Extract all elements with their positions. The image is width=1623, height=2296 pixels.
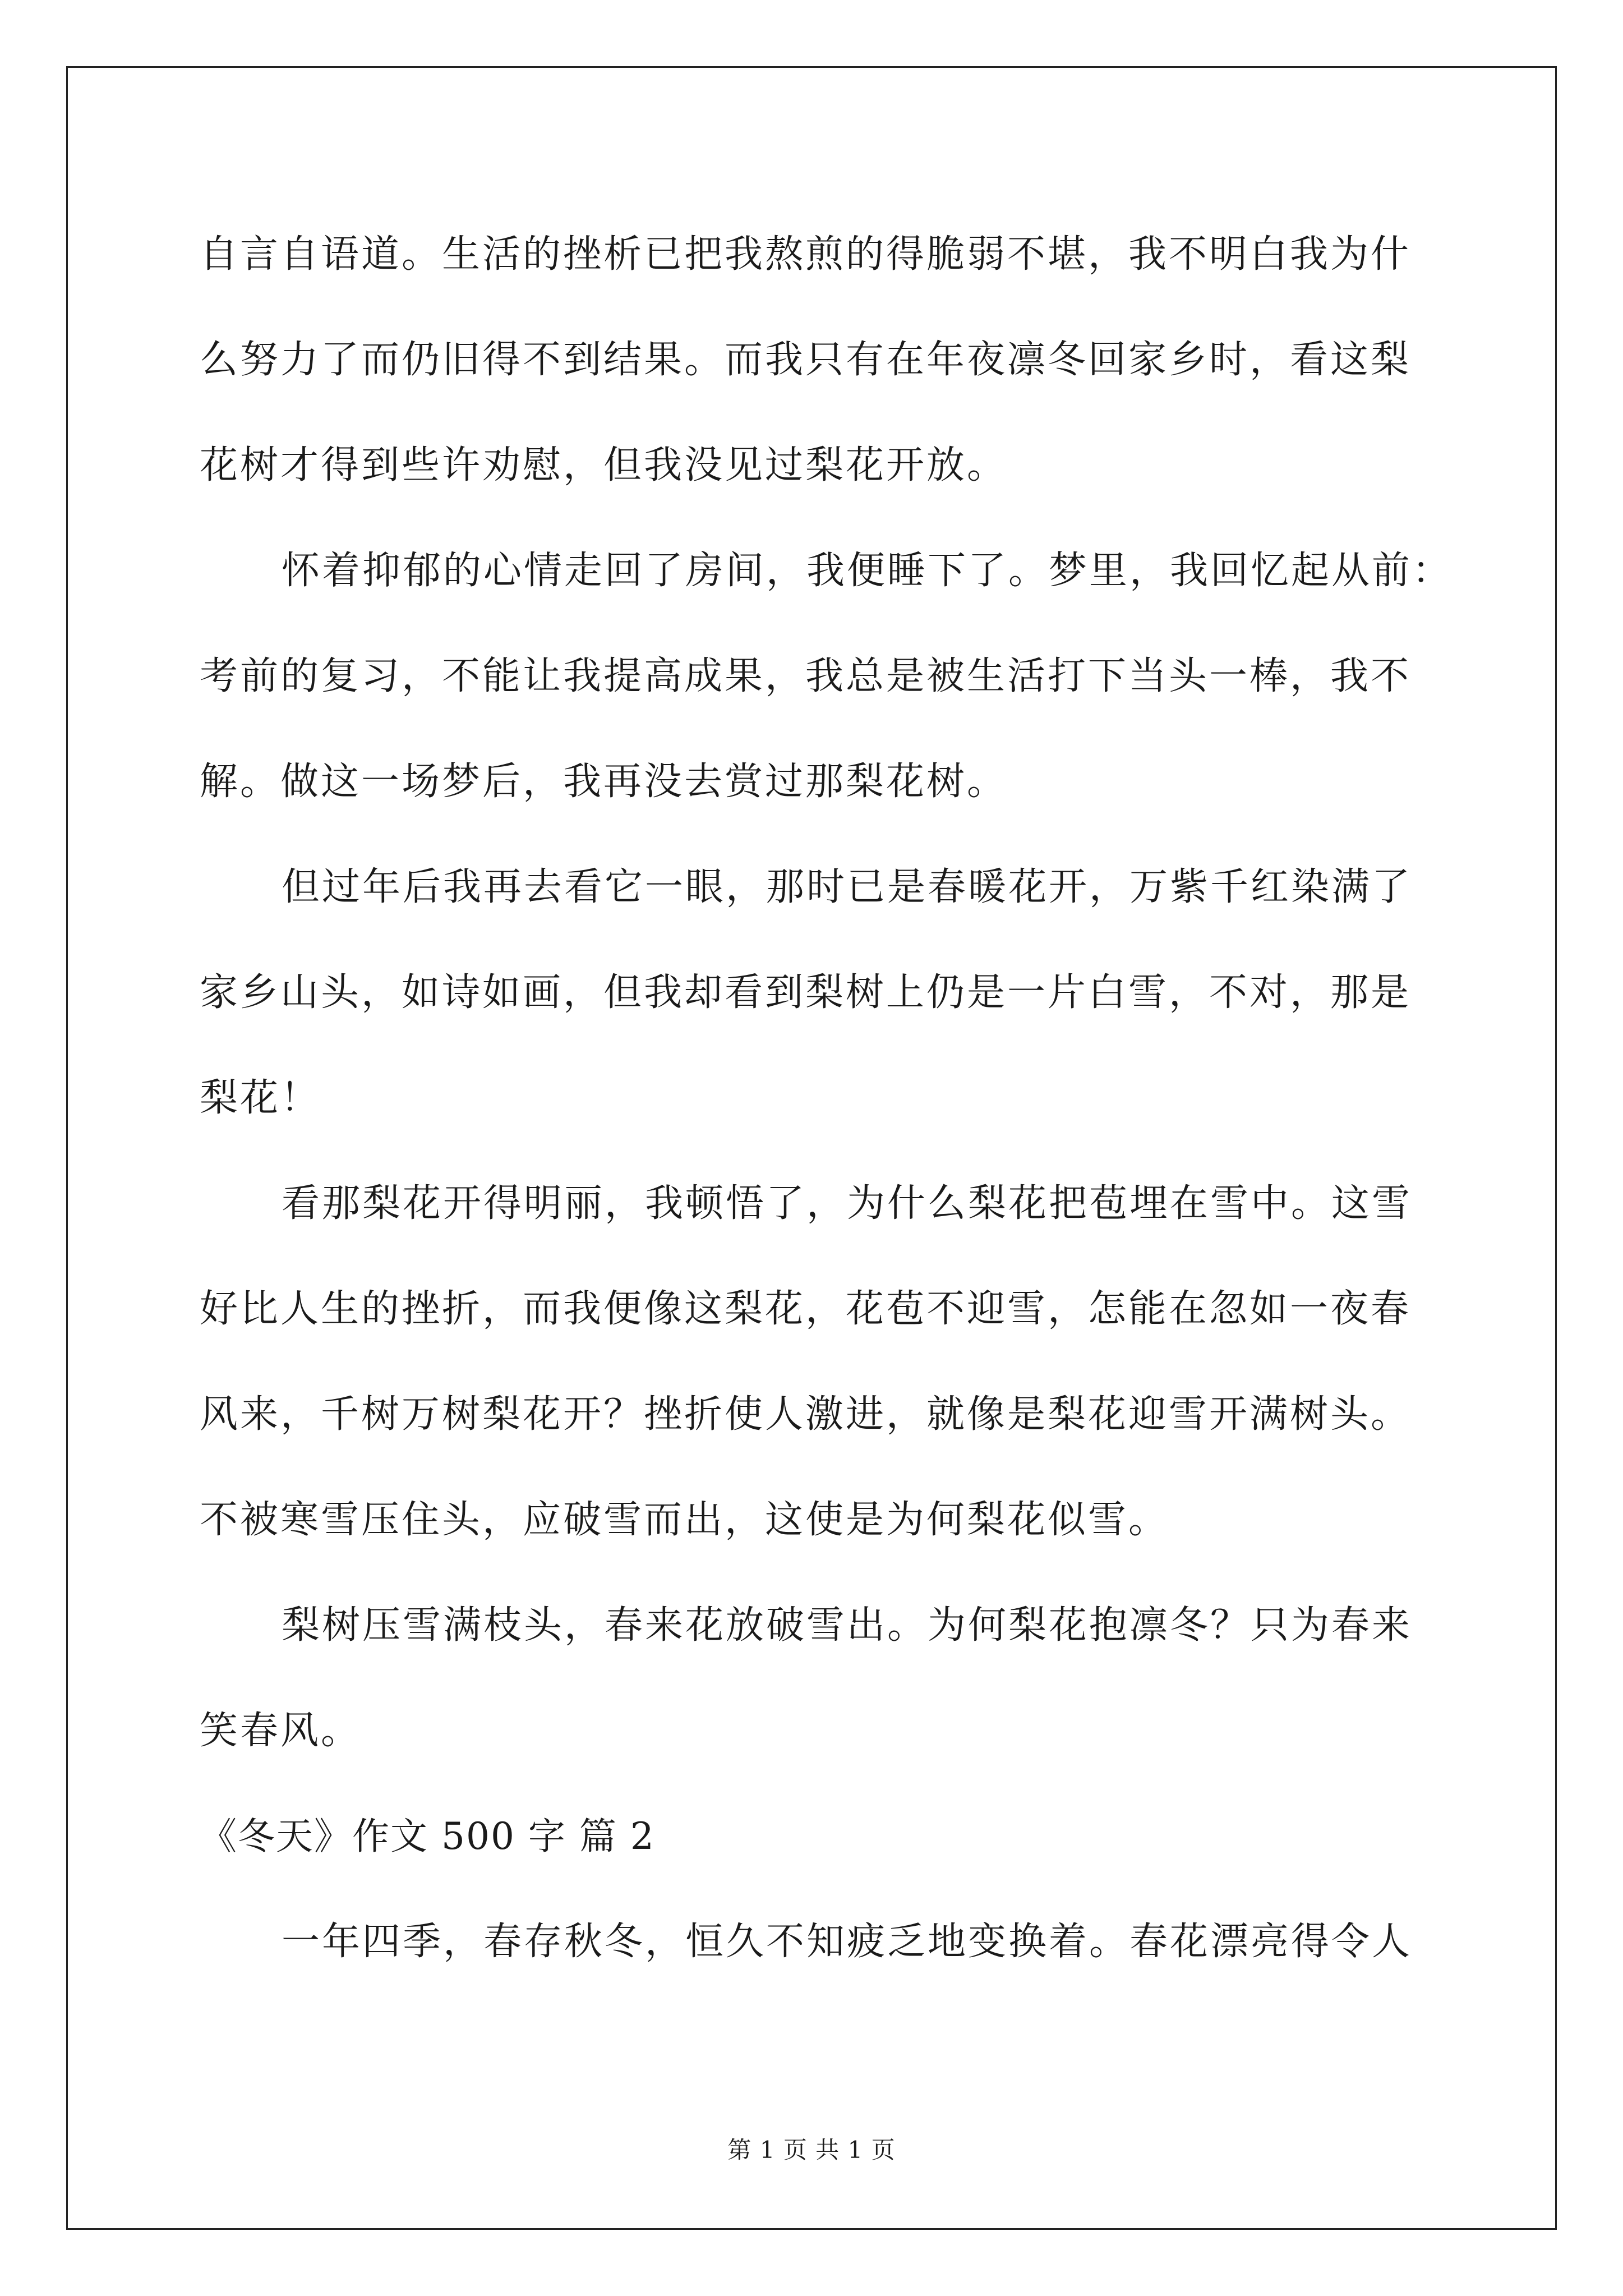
section-heading: 《冬天》作文 500 字 篇 2: [200, 1815, 655, 1858]
paragraph-line: 家乡山头，如诗如画，但我却看到梨树上仍是一片白雪，不对，那是: [200, 970, 1412, 1015]
paragraph-2: [200, 518, 1453, 835]
paragraph-1: [200, 202, 1433, 518]
paragraph-line: 看那梨花开得明丽，我顿悟了，为什么梨花把苞埋在雪中。这雪: [282, 1181, 1413, 1226]
paragraph-line: 解。做这一场梦后，我再没去赏过那梨花树。: [200, 760, 1008, 804]
paragraph-line: 自言自语道。生活的挫析已把我熬煎的得脆弱不堪，我不明白我为什: [200, 232, 1412, 277]
paragraph-line: 么努力了而仍旧得不到结果。而我只有在年夜凛冬回家乡时，看这梨: [200, 338, 1412, 382]
paragraph-line: 不被寒雪压住头，应破雪而出，这使是为何梨花似雪。: [200, 1498, 1169, 1542]
paragraph-line: 一年四季，春存秋冬，恒久不知疲乏地变换着。春花漂亮得令人: [282, 1920, 1413, 1964]
page-number-footer: 第 1 页 共 1 页: [727, 2136, 896, 2164]
paragraph-5: [200, 1573, 1433, 1784]
paragraph-line: 风来，千树万树梨花开？挫折使人激进，就像是梨花迎雪开满树头。: [200, 1392, 1412, 1437]
paragraph-line: 怀着抑郁的心情走回了房间，我便睡下了。梦里，我回忆起从前：: [282, 549, 1453, 593]
paragraph-line: 好比人生的挫折，而我便像这梨花，花苞不迎雪，怎能在忽如一夜春: [200, 1287, 1412, 1331]
paragraph-line: 考前的复习，不能让我提高成果，我总是被生活打下当头一棒，我不: [200, 654, 1412, 698]
document-body: [200, 202, 1453, 1995]
paragraph-3: [200, 835, 1433, 1151]
paragraph-6: [200, 1889, 1433, 1995]
paragraph-line: 花树才得到些许劝慰，但我没见过梨花开放。: [200, 443, 1008, 487]
paragraph-line: 梨花！: [200, 1076, 321, 1120]
paragraph-4: [200, 1151, 1433, 1573]
paragraph-line: 笑春风。: [200, 1709, 362, 1753]
paragraph-line: 但过年后我再去看它一眼，那时已是春暖花开，万紫千红染满了: [282, 865, 1413, 909]
paragraph-line: 梨树压雪满枝头，春来花放破雪出。为何梨花抱凛冬？只为春来: [282, 1603, 1413, 1648]
